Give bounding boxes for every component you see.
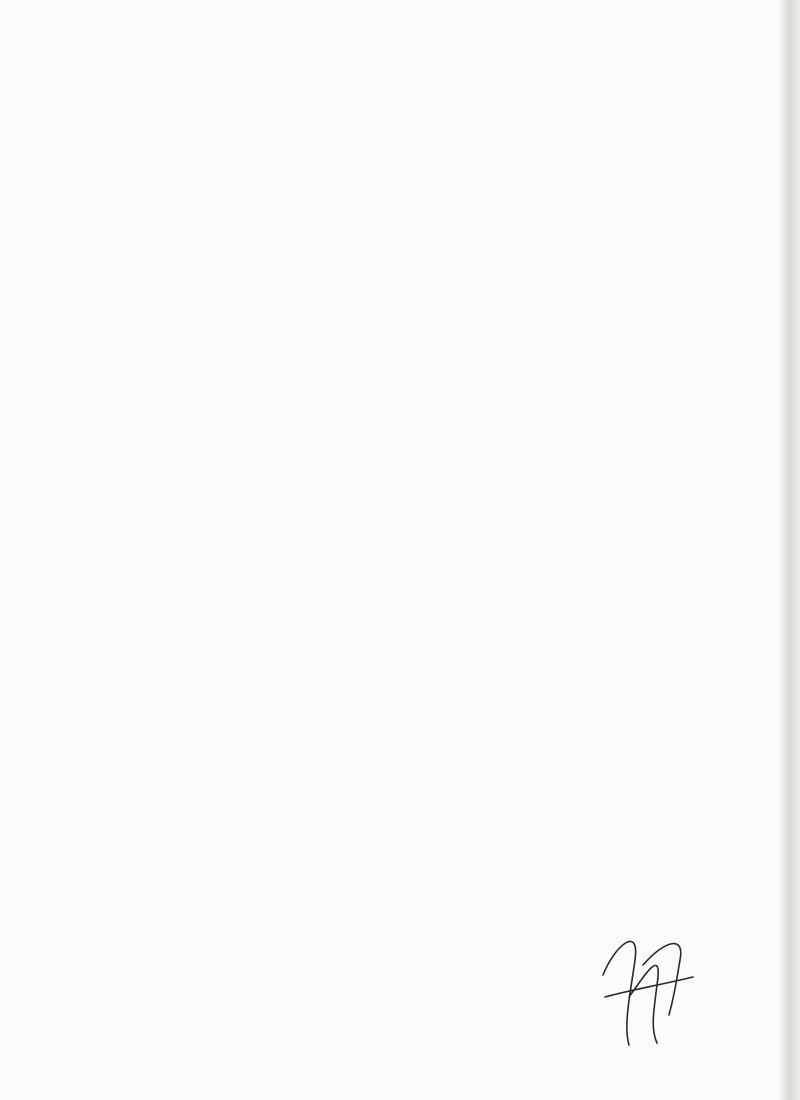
signature-image xyxy=(585,905,705,1055)
page-edge-shadow xyxy=(778,0,800,1100)
